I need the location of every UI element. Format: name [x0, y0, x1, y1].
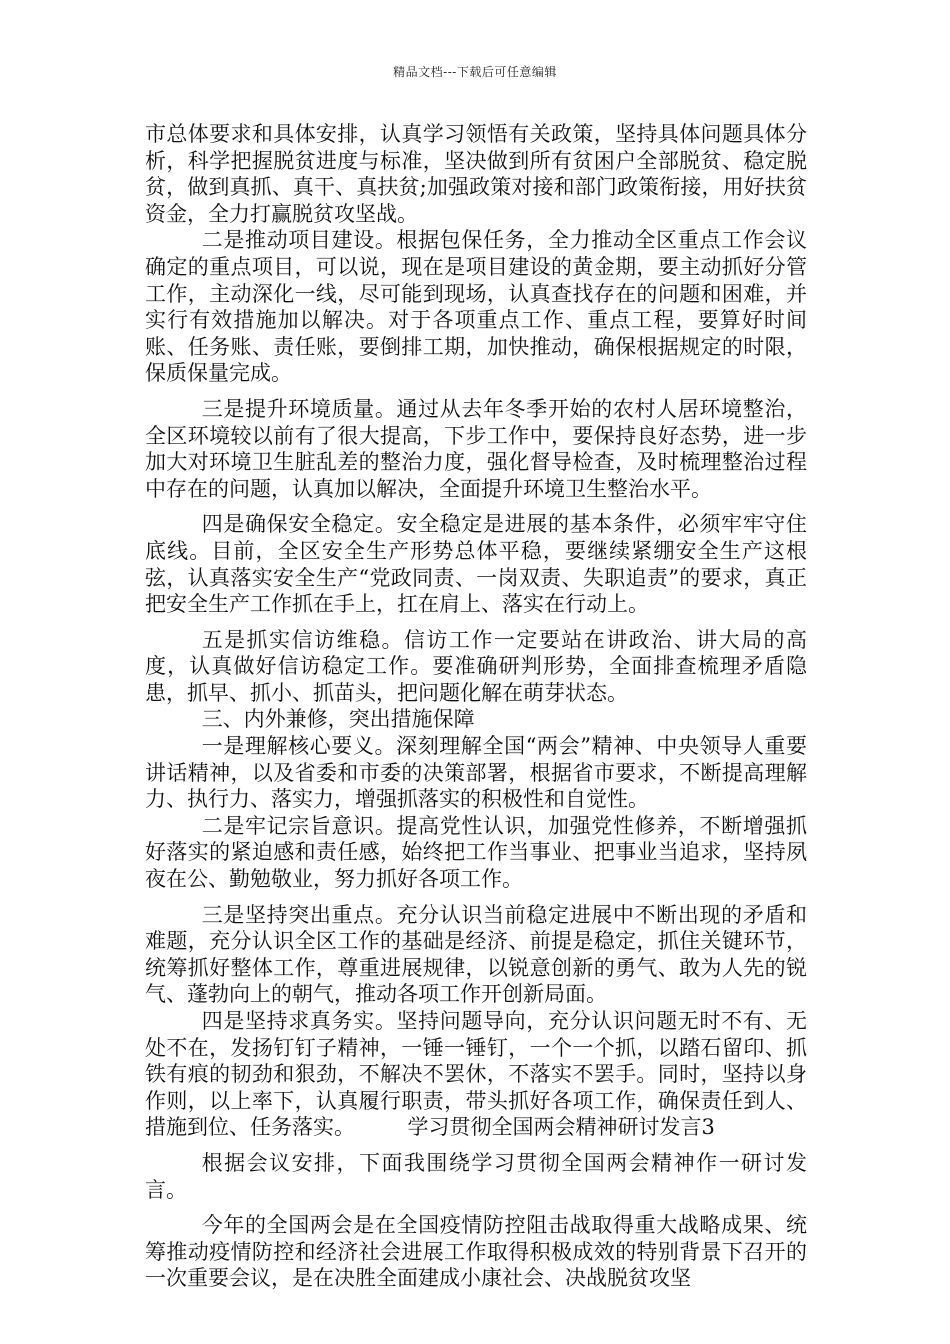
document-body: [145, 121, 807, 1292]
section-heading: 三、内外兼修，突出措施保障: [201, 707, 475, 732]
paragraph-2: 二是推动项目建设。根据包保任务，全力推动全区重点工作会议确定的重点项目，可以说，现在是项目建设的黄金期，要主动抓好分管工作，主动深化一线，尽可能到现场，认真查找存在的问题和困难，并实行有效措施加以解决。对于各项重点工作、重点工程，要算好时间账、任务账、责任账，要倒排工期，加快推动，确保根据规定的时限，保质保量完成。: [145, 228, 807, 386]
paragraph-1: 市总体要求和具体安排，认真学习领悟有关政策，坚持具体问题具体分析，科学把握脱贫进度与标准，坚决做到所有贫困户全部脱贫、稳定脱贫，做到真抓、真干、真扶贫;加强政策对接和部门政策衔接，用好扶贫资金，全力打赢脱贫攻坚战。: [145, 122, 807, 226]
paragraph-3: 三是提升环境质量。通过从去年冬季开始的农村人居环境整治，全区环境较以前有了很大提高，下步工作中，要保持良好态势，进一步加大对环境卫生脏乱差的整治力度，强化督导检查，及时梳理整治过程中存在的问题，认真加以解决，全面提升环境卫生整治水平。: [145, 396, 807, 501]
paragraph-10: 根据会议安排，下面我围绕学习贯彻全国两会精神作一研讨发言。: [145, 1150, 807, 1202]
page-header: 精品文档---下载后可任意编辑: [393, 65, 557, 79]
paragraph-4: 四是确保安全稳定。安全稳定是进展的基本条件，必须牢牢守住底线。目前，全区安全生产形势总体平稳，要继续紧绷安全生产这根弦，认真落实安全生产“党政同责、一岗双责、失职追责”的要求，真正把安全生产工作抓在手上，扛在肩上、落实在行动上。: [145, 512, 807, 617]
paragraph-9: 四是坚持求真务实。坚持问题导向，充分认识问题无时不有、无处不在，发扬钉钉子精神，一锤一锤钉，一个一个抓，以踏石留印、抓铁有痕的韧劲和狠劲，不解决不罢休，不落实不罢手。同时，坚持以身作则，以上率下，认真履行职责，带头抓好各项工作，确保责任到人、措施到位、任务落实。 学习贯彻全国两会精神研讨发言3: [145, 1009, 807, 1140]
paragraph-6: 一是理解核心要义。深刻理解全国“两会”精神、中央领导人重要讲话精神，以及省委和市委的决策部署，根据省市要求，不断提高理解力、执行力、落实力，增强抓落实的积极性和自觉性。: [145, 734, 807, 812]
paragraph-5: 五是抓实信访维稳。信访工作一定要站在讲政治、讲大局的高度，认真做好信访稳定工作。要准确研判形势，全面排查梳理矛盾隐患，抓早、抓小、抓苗头，把问题化解在萌芽状态。: [145, 627, 807, 705]
paragraph-7: 二是牢记宗旨意识。提高党性认识，加强党性修养，不断增强抓好落实的紧迫感和责任感，始终把工作当事业、把事业当追求，坚持夙夜在公、勤勉敬业，努力抓好各项工作。: [145, 813, 807, 892]
paragraph-8: 三是坚持突出重点。充分认识当前稳定进展中不断出现的矛盾和难题，充分认识全区工作的基础是经济、前提是稳定，抓住关键环节，统筹抓好整体工作，尊重进展规律，以锐意创新的勇气、敢为人先的锐气、蓬勃向上的朝气，推动各项工作开创新局面。: [145, 902, 807, 1007]
paragraph-11: 今年的全国两会是在全国疫情防控阻击战取得重大战略成果、统筹推动疫情防控和经济社会进展工作取得积极成效的特别背景下召开的一次重要会议，是在决胜全面建成小康社会、决战脱贫攻坚: [145, 1213, 807, 1291]
